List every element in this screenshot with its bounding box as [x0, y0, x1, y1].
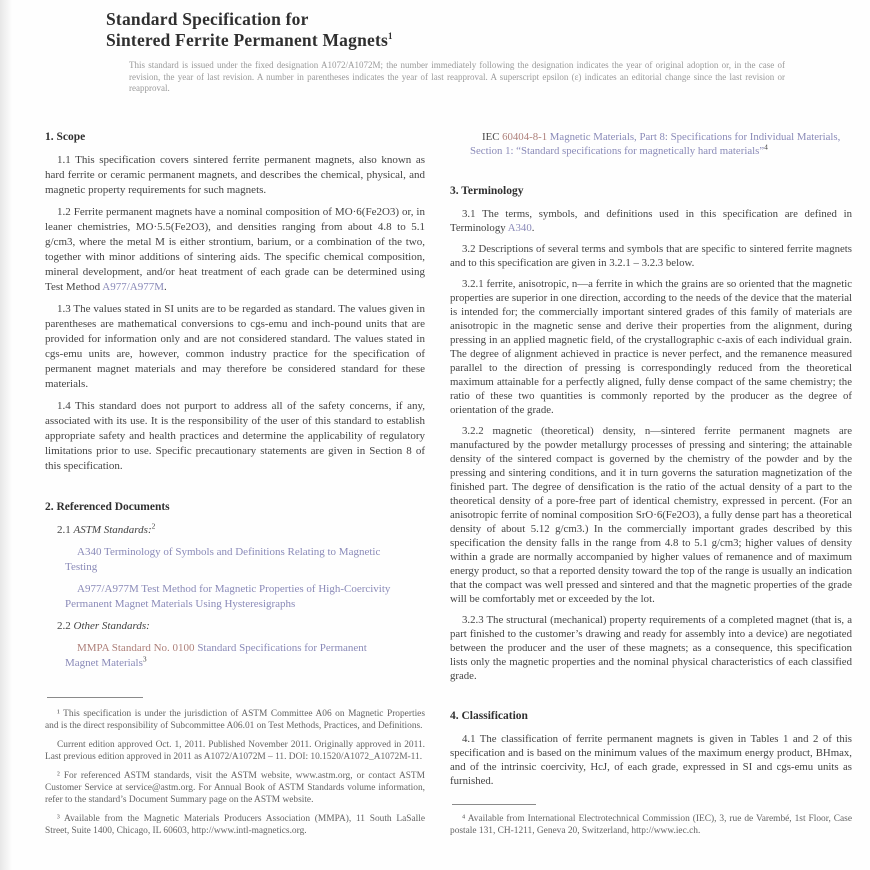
paragraph-3-1-end: .: [531, 222, 535, 234]
paragraph-3-1: [450, 207, 852, 235]
footnote-marker-4: 4: [764, 142, 768, 152]
footnote-edition: Current edition approved Oct. 1, 2011. Published November 2011. Originally approved in 2011. Last previous edition approved in 2011 as A1072/A1072M – 11. DOI: 10.1520/A1072_A1072M-11.: [45, 740, 425, 762]
subsection-2-1-label: ASTM Standards:: [73, 524, 152, 536]
link-a977-title[interactable]: Test Method for Magnetic Properties of High-Coercivity Permanent Magnet Materials Using Hysteresigraphs: [65, 583, 391, 610]
subsection-2-1-number: 2.1: [57, 524, 71, 536]
mmpa-designation: MMPA Standard No. 0100: [77, 642, 195, 654]
footnote-1: ¹ This specification is under the jurisdiction of ASTM Committee A06 on Magnetic Properties and is the direct responsibility of Subcommittee A06.01 on Test Methods, Practices, and Definitions.: [45, 709, 425, 731]
subsection-2-1: [45, 523, 425, 538]
link-a340-title[interactable]: Terminology of Symbols and Definitions Relating to Magnetic Testing: [65, 546, 381, 573]
paragraph-1-2-text: 1.2 Ferrite permanent magnets have a nominal composition of MO·6(Fe2O3) or, in leaner chemistries, MO·5.5(Fe2O3), and densities ranging from about 4.8 to 5.1 g/cm3, where the metal M is either strontium, barium, or a combination of the two, together with minor additions of sintering aids. The specific chemical composition, mineral development, and/or heat treatment of each grade can be determined using Test Method: [45, 206, 425, 293]
issuance-note: This standard is issued under the fixed designation A1072/A1072M; the number immediately following the designation indicates the year of original adoption or, in the case of revision, the year of last revision. A number in parentheses indicates the year of last reapproval. A superscript epsilon (ε) indicates an editorial change since the last revision or reapproval.: [129, 60, 785, 93]
paragraph-1-4: 1.4 This standard does not purport to address all of the safety concerns, if any, associated with its use. It is the responsibility of the user of this standard to establish appropriate safety and health practices and determine the applicability of regulatory limitations prior to use. Specific precautionary statements are given in Section 8 of this specification.: [45, 400, 425, 472]
left-column: [45, 130, 425, 844]
title-footnote-marker: 1: [388, 30, 393, 41]
paragraph-3-2-3: 3.2.3 The structural (mechanical) property requirements of a completed magnet (that is, a part finished to the customer’s drawing and ready for assembly into a device) are negotiated between the producer and the user of these magnets; as a consequence, this specification lists only the magnetic properties and the nominal physical characteristics of each classified grade.: [450, 614, 852, 682]
reference-mmpa: [45, 641, 397, 671]
link-a340-designation[interactable]: A340: [77, 546, 102, 558]
footnote-4-clipped: ⁴ Available from International Electrotechnical Commission (IEC), 3, rue de Varembé, 1st Floor, Case postale 131, CH-1211, Geneva 20, Switzerland, http://www.iec.ch.: [450, 814, 852, 836]
section-heading-classification: 4. Classification: [450, 710, 528, 722]
section-heading-referenced-documents: 2. Referenced Documents: [45, 501, 170, 513]
link-a340-terminology[interactable]: A340: [507, 222, 532, 234]
paragraph-3-2-2: 3.2.2 magnetic (theoretical) density, n—sintered ferrite permanent magnets are manufactured by the powder metallurgy processes of pressing and sintering; the attainable density of the sintered compact is governed by the chemistry of the powder and by the pressing and sintering conditions, and it in turn governs the saturation magnetization of the finished part. The degree of densification is the ratio of the actual density of a part to the theoretical density of a pore-free part of identical chemistry, expressed in percent. (For an anisotropic ferrite of nominal composition SrO·6(Fe2O3), a fully dense part has a theoretical density of about 5.12 g/cm3.) In the commercially important grades described by this specification the density falls in the range from 4.8 to 5.1 g/cm3; higher values of density within a grade are normally accompanied by higher values of remanence and of maximum energy product, so that a reported density toward the top of the range is usually an indication that the compact was well pressed and sintered and that the magnetic properties of the grade will be comfortably met or exceeded by the lot.: [450, 425, 852, 605]
reference-a977: [45, 582, 397, 612]
right-column: [450, 130, 852, 844]
footnote-3-clipped: ³ Available from the Magnetic Materials Producers Association (MMPA), 11 South LaSalle Street, Suite 1400, Chicago, IL 60603, http://www.intl-magnetics.org.: [45, 814, 425, 836]
title-line1: Standard Specification for: [106, 8, 309, 29]
paragraph-3-2: 3.2 Descriptions of several terms and symbols that are specific to sintered ferrite magnets and to this specification are given in 3.2.1 – 3.2.3 below.: [450, 243, 852, 269]
paragraph-4-1: 4.1 The classification of ferrite permanent magnets is given in Tables 1 and 2 of this specification and is based on the minimum values of the maximum energy product, BHmax, and of the intrinsic coercivity, HcJ, of each grade, expressed in SI and cgs-emu units as furnished.: [450, 733, 852, 787]
iec-designation: 60404-8-1: [502, 131, 548, 143]
subsection-2-2: [45, 619, 425, 634]
footnote-rule-right: [452, 804, 536, 805]
paragraph-1-1: 1.1 This specification covers sintered ferrite permanent magnets, also known as hard ferrite or ceramic permanent magnets, and describes the chemical, physical, and magnetic property requirements for such magnets.: [45, 154, 425, 196]
subsection-2-2-number: 2.2: [57, 620, 71, 632]
subsection-2-2-label: Other Standards:: [73, 620, 150, 632]
paragraph-3-2-1: 3.2.1 ferrite, anisotropic, n—a ferrite in which the grains are so oriented that the magnetic properties are superior in one direction, according to the needs of the device that the material is intended for; the commercially important sintered grades of this family of materials are anisotropic in the magnetic sense and derive their properties from the alignment, during pressing in an applied magnetic field, of the crystallographic c-axis of each individual grain. The degree of alignment achieved in practice is never perfect, and the remanence measured parallel to the direction of pressing is correspondingly reduced from the theoretical maximum attainable for a perfectly aligned, fully dense compact of the same chemistry; the ratio of these two quantities is commonly reported by the producer as the degree of orientation of the grade.: [450, 278, 852, 416]
section-heading-scope: 1. Scope: [45, 131, 86, 143]
link-a977-designation[interactable]: A977/A977M: [77, 583, 139, 595]
iec-prefix: IEC: [482, 131, 500, 143]
section-heading-terminology: 3. Terminology: [450, 185, 524, 197]
paragraph-1-2: [45, 205, 425, 295]
footnote-rule-left: [47, 697, 143, 698]
title-line2: Sintered Ferrite Permanent Magnets: [106, 29, 389, 50]
other-standards-list: [45, 641, 397, 671]
reference-a340: [45, 545, 397, 575]
reference-iec: [450, 130, 852, 158]
link-mmpa-title[interactable]: Standard Specifications for Permanent Magnet Materials: [65, 642, 367, 669]
footnote-marker-2: 2: [151, 521, 156, 531]
paragraph-1-3: 1.3 The values stated in SI units are to be regarded as standard. The values given in parentheses are mathematical conversions to cgs-emu and inch-pound units that are provided for information only and are not considered standard. The values stated in cgs-emu units are, however, common industry practice for the specification of permanent magnet materials and may therefore be considered standard for these materials.: [45, 303, 425, 390]
link-a977[interactable]: A977/A977M: [102, 281, 165, 293]
paragraph-3-1-text: 3.1 The terms, symbols, and definitions used in this specification are defined in Terminology: [450, 208, 852, 234]
document-title: [106, 9, 393, 51]
footnote-2: ² For referenced ASTM standards, visit the ASTM website, www.astm.org, or contact ASTM Customer Service at service@astm.org. For Annual Book of ASTM Standards volume information, refer to the standard’s Document Summary page on the ASTM website.: [45, 771, 425, 805]
astm-standards-list: [45, 545, 397, 612]
footnote-marker-3: 3: [142, 654, 147, 664]
link-iec-title[interactable]: Magnetic Materials, Part 8: Specifications for Individual Materials, Section 1: “Standard specifications for magnetically hard materials”: [470, 131, 841, 157]
paragraph-1-2-end: .: [164, 281, 167, 293]
